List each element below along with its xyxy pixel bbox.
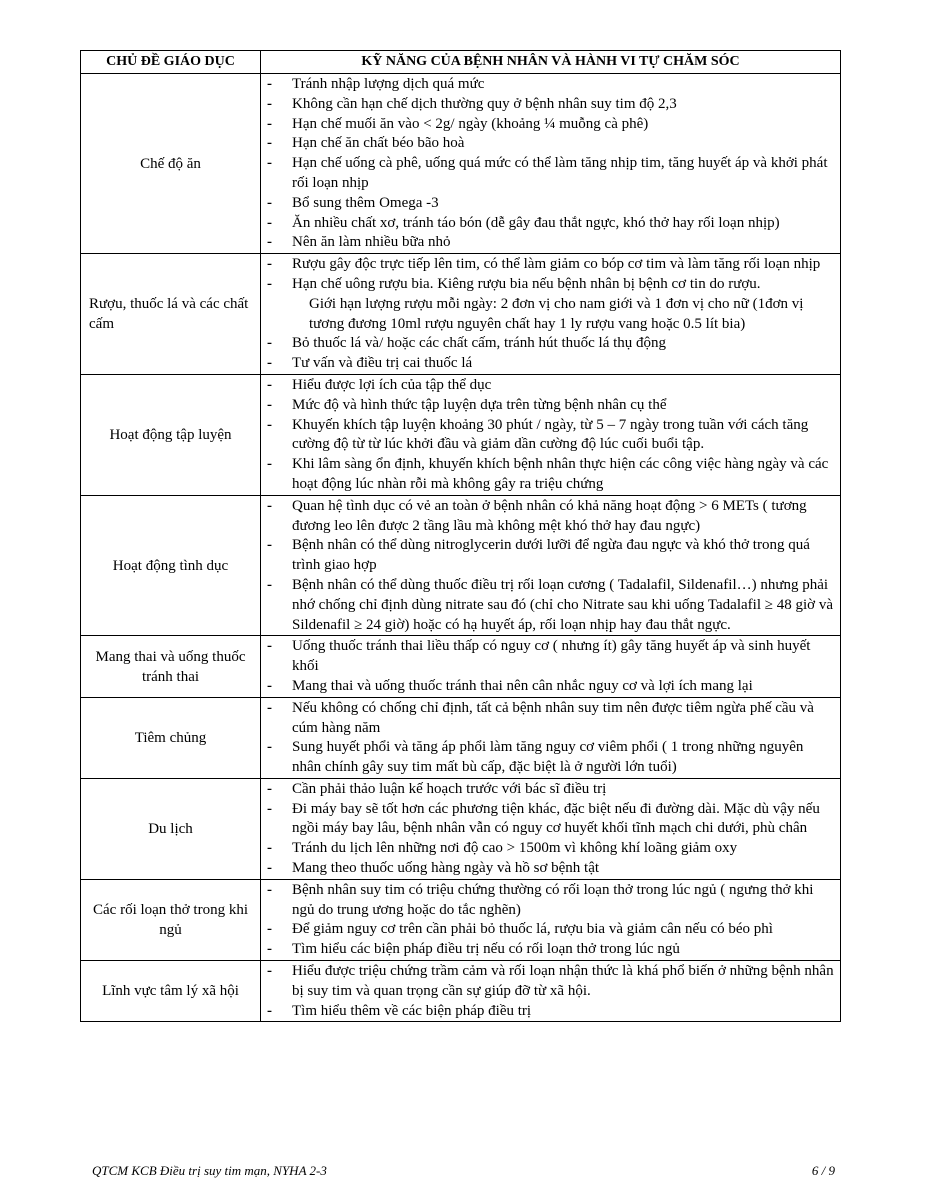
header-skills: KỸ NĂNG CỦA BỆNH NHÂN VÀ HÀNH VI TỰ CHĂM SÓC — [261, 51, 841, 74]
list-item: - Bổ sung thêm Omega -3 — [267, 194, 834, 214]
items-cell — [261, 879, 841, 960]
table-row-sexual-activity — [81, 495, 841, 636]
list-item: - Tránh nhập lượng dịch quá mức — [267, 75, 834, 95]
patient-education-table — [80, 50, 841, 1022]
list-item: - Hạn chế muối ăn vào < 2g/ ngày (khoảng ¼ muỗng cà phê) — [267, 115, 834, 135]
list-item: - Nếu không có chống chỉ định, tất cả bệnh nhân suy tim nên được tiêm ngừa phế cầu và cúm hàng năm — [267, 699, 834, 739]
list-item: - Khuyến khích tập luyện khoảng 30 phút / ngày, từ 5 – 7 ngày trong tuần với cách tăng cường độ từ từ lúc khởi đầu và giảm dần cường độ lúc cuối buổi tập. — [267, 416, 834, 456]
list-item: - Tìm hiểu các biện pháp điều trị nếu có rối loạn thở trong lúc ngủ — [267, 940, 834, 960]
topic-cell: Mang thai và uống thuốc tránh thai — [81, 636, 261, 697]
bullet-list — [267, 75, 834, 253]
bullet-list — [267, 780, 834, 879]
list-item: - Hạn chế uống cà phê, uống quá mức có thể làm tăng nhịp tim, tăng huyết áp và khởi phát rối loạn nhịp — [267, 154, 834, 194]
table-row-sleep-breathing — [81, 879, 841, 960]
topic-cell: Chế độ ăn — [81, 74, 261, 254]
list-item: - Tư vấn và điều trị cai thuốc lá — [267, 354, 834, 374]
list-item: - Mang thai và uống thuốc tránh thai nên cân nhắc nguy cơ và lợi ích mang lại — [267, 677, 834, 697]
list-item: - Tìm hiểu thêm về các biện pháp điều trị — [267, 1002, 834, 1022]
list-item: - Bệnh nhân suy tim có triệu chứng thường có rối loạn thở trong lúc ngủ ( ngưng thở khi ngủ do trung ương hoặc do tắc nghẽn) — [267, 881, 834, 921]
table-header-row — [81, 51, 841, 74]
list-item: - Hạn chế ăn chất béo bão hoà — [267, 134, 834, 154]
bullet-list — [267, 497, 834, 636]
topic-cell: Rượu, thuốc lá và các chất cấm — [81, 254, 261, 375]
list-item: - Hiểu được lợi ích của tập thể dục — [267, 376, 834, 396]
list-item: - Tránh du lịch lên những nơi độ cao > 1500m vì không khí loãng giảm oxy — [267, 839, 834, 859]
list-item: - Khi lâm sàng ổn định, khuyến khích bệnh nhân thực hiện các công việc hàng ngày và các hoạt động lúc nhàn rỗi mà không gây ra triệu chứng — [267, 455, 834, 495]
list-item-note: Giới hạn lượng rượu mỗi ngày: 2 đơn vị cho nam giới và 1 đơn vị cho nữ (1đơn vị tương đương 10ml rượu nguyên chất hay 1 ly rượu vang hoặc 0.5 lít bia) — [309, 295, 804, 332]
bullet-list — [267, 881, 834, 960]
list-item: - Mức độ và hình thức tập luyện dựa trên từng bệnh nhân cụ thể — [267, 396, 834, 416]
list-item: - Mang theo thuốc uống hàng ngày và hồ sơ bệnh tật — [267, 859, 834, 879]
list-item: - Hạn chế uông rượu bia. Kiêng rượu bia nếu bệnh nhân bị bệnh cơ tin do rượu. — [267, 275, 834, 295]
items-cell — [261, 374, 841, 495]
list-item: - Bệnh nhân có thể dùng nitroglycerin dưới lưỡi để ngừa đau ngực và khó thở trong quá trình giao hợp — [267, 536, 834, 576]
topic-cell: Du lịch — [81, 778, 261, 879]
bullet-list — [267, 962, 834, 1021]
table-row-alcohol-tobacco — [81, 254, 841, 375]
items-cell — [261, 961, 841, 1022]
list-item: - Rượu gây độc trực tiếp lên tim, có thể làm giảm co bóp cơ tim và làm tăng rối loạn nhịp — [267, 255, 834, 275]
list-item: - Uống thuốc tránh thai liều thấp có nguy cơ ( nhưng ít) gây tăng huyết áp và sinh huyết khối — [267, 637, 834, 677]
topic-cell: Các rối loạn thở trong khi ngủ — [81, 879, 261, 960]
table-row-vaccination — [81, 697, 841, 778]
table-row-diet — [81, 74, 841, 254]
table-row-psychosocial — [81, 961, 841, 1022]
page-footer — [92, 1163, 835, 1179]
topic-cell: Hoạt động tập luyện — [81, 374, 261, 495]
list-item: - Sung huyết phổi và tăng áp phổi làm tăng nguy cơ viêm phổi ( 1 trong những nguyên nhân chính gây suy tim mất bù cấp, đặc biệt là ở người lớn tuổi) — [267, 738, 834, 778]
bullet-list — [267, 699, 834, 778]
items-cell — [261, 636, 841, 697]
list-item: - Không cần hạn chế dịch thường quy ở bệnh nhân suy tim độ 2,3 — [267, 95, 834, 115]
header-topic: CHỦ ĐỀ GIÁO DỤC — [81, 51, 261, 74]
list-item: - Bỏ thuốc lá và/ hoặc các chất cấm, tránh hút thuốc lá thụ động — [267, 334, 834, 354]
list-item: - Nên ăn làm nhiều bữa nhỏ — [267, 233, 834, 253]
items-cell — [261, 697, 841, 778]
footer-document-title: QTCM KCB Điều trị suy tim mạn, NYHA 2-3 — [92, 1163, 327, 1178]
table-row-exercise — [81, 374, 841, 495]
bullet-list — [267, 376, 834, 495]
list-item: - Cần phải thảo luận kế hoạch trước với bác sĩ điều trị — [267, 780, 834, 800]
list-item: - Quan hệ tình dục có vẻ an toàn ở bệnh nhân có khả năng hoạt động > 6 METs ( tương đương leo lên được 2 tầng lầu mà không mệt khó thở hay đau ngực) — [267, 497, 834, 537]
footer-page-number: 6 / 9 — [811, 1163, 835, 1178]
list-item: - Đi máy bay sẽ tốt hơn các phương tiện khác, đặc biệt nếu đi đường dài. Mặc dù vậy nếu ngồi máy bay lâu, bệnh nhân vẫn có nguy cơ huyết khối tĩnh mạch chi dưới, phù chân — [267, 800, 834, 840]
items-cell — [261, 254, 841, 375]
list-item: - Hiểu được triệu chứng trầm cảm và rối loạn nhận thức là khá phổ biến ở những bệnh nhân bị suy tim và quan trọng cần sự giúp đỡ từ xã hội. — [267, 962, 834, 1002]
list-item: - Để giảm nguy cơ trên cần phải bỏ thuốc lá, rượu bia và giảm cân nếu có béo phì — [267, 920, 834, 940]
topic-cell: Lĩnh vực tâm lý xã hội — [81, 961, 261, 1022]
list-item: - Ăn nhiều chất xơ, tránh táo bón (dễ gây đau thắt ngực, khó thở hay rối loạn nhịp) — [267, 214, 834, 234]
bullet-list — [267, 255, 834, 374]
items-cell — [261, 74, 841, 254]
topic-cell: Hoạt động tình dục — [81, 495, 261, 636]
list-item: - Bệnh nhân có thể dùng thuốc điều trị rối loạn cương ( Tadalafil, Sildenafil…) nhưng phải nhớ chống chỉ định dùng nitrate sau đó (chỉ cho Nitrate sau khi uống Tadalafil ≥ 48 giờ và Sildenafil ≥ 24 giờ) hoặc có hạ huyết áp, rối loạn nhịp hay đau thắt ngực. — [267, 576, 834, 635]
items-cell — [261, 495, 841, 636]
table-row-travel — [81, 778, 841, 879]
table-row-pregnancy-contraception — [81, 636, 841, 697]
items-cell — [261, 778, 841, 879]
bullet-list — [267, 637, 834, 696]
topic-cell: Tiêm chủng — [81, 697, 261, 778]
